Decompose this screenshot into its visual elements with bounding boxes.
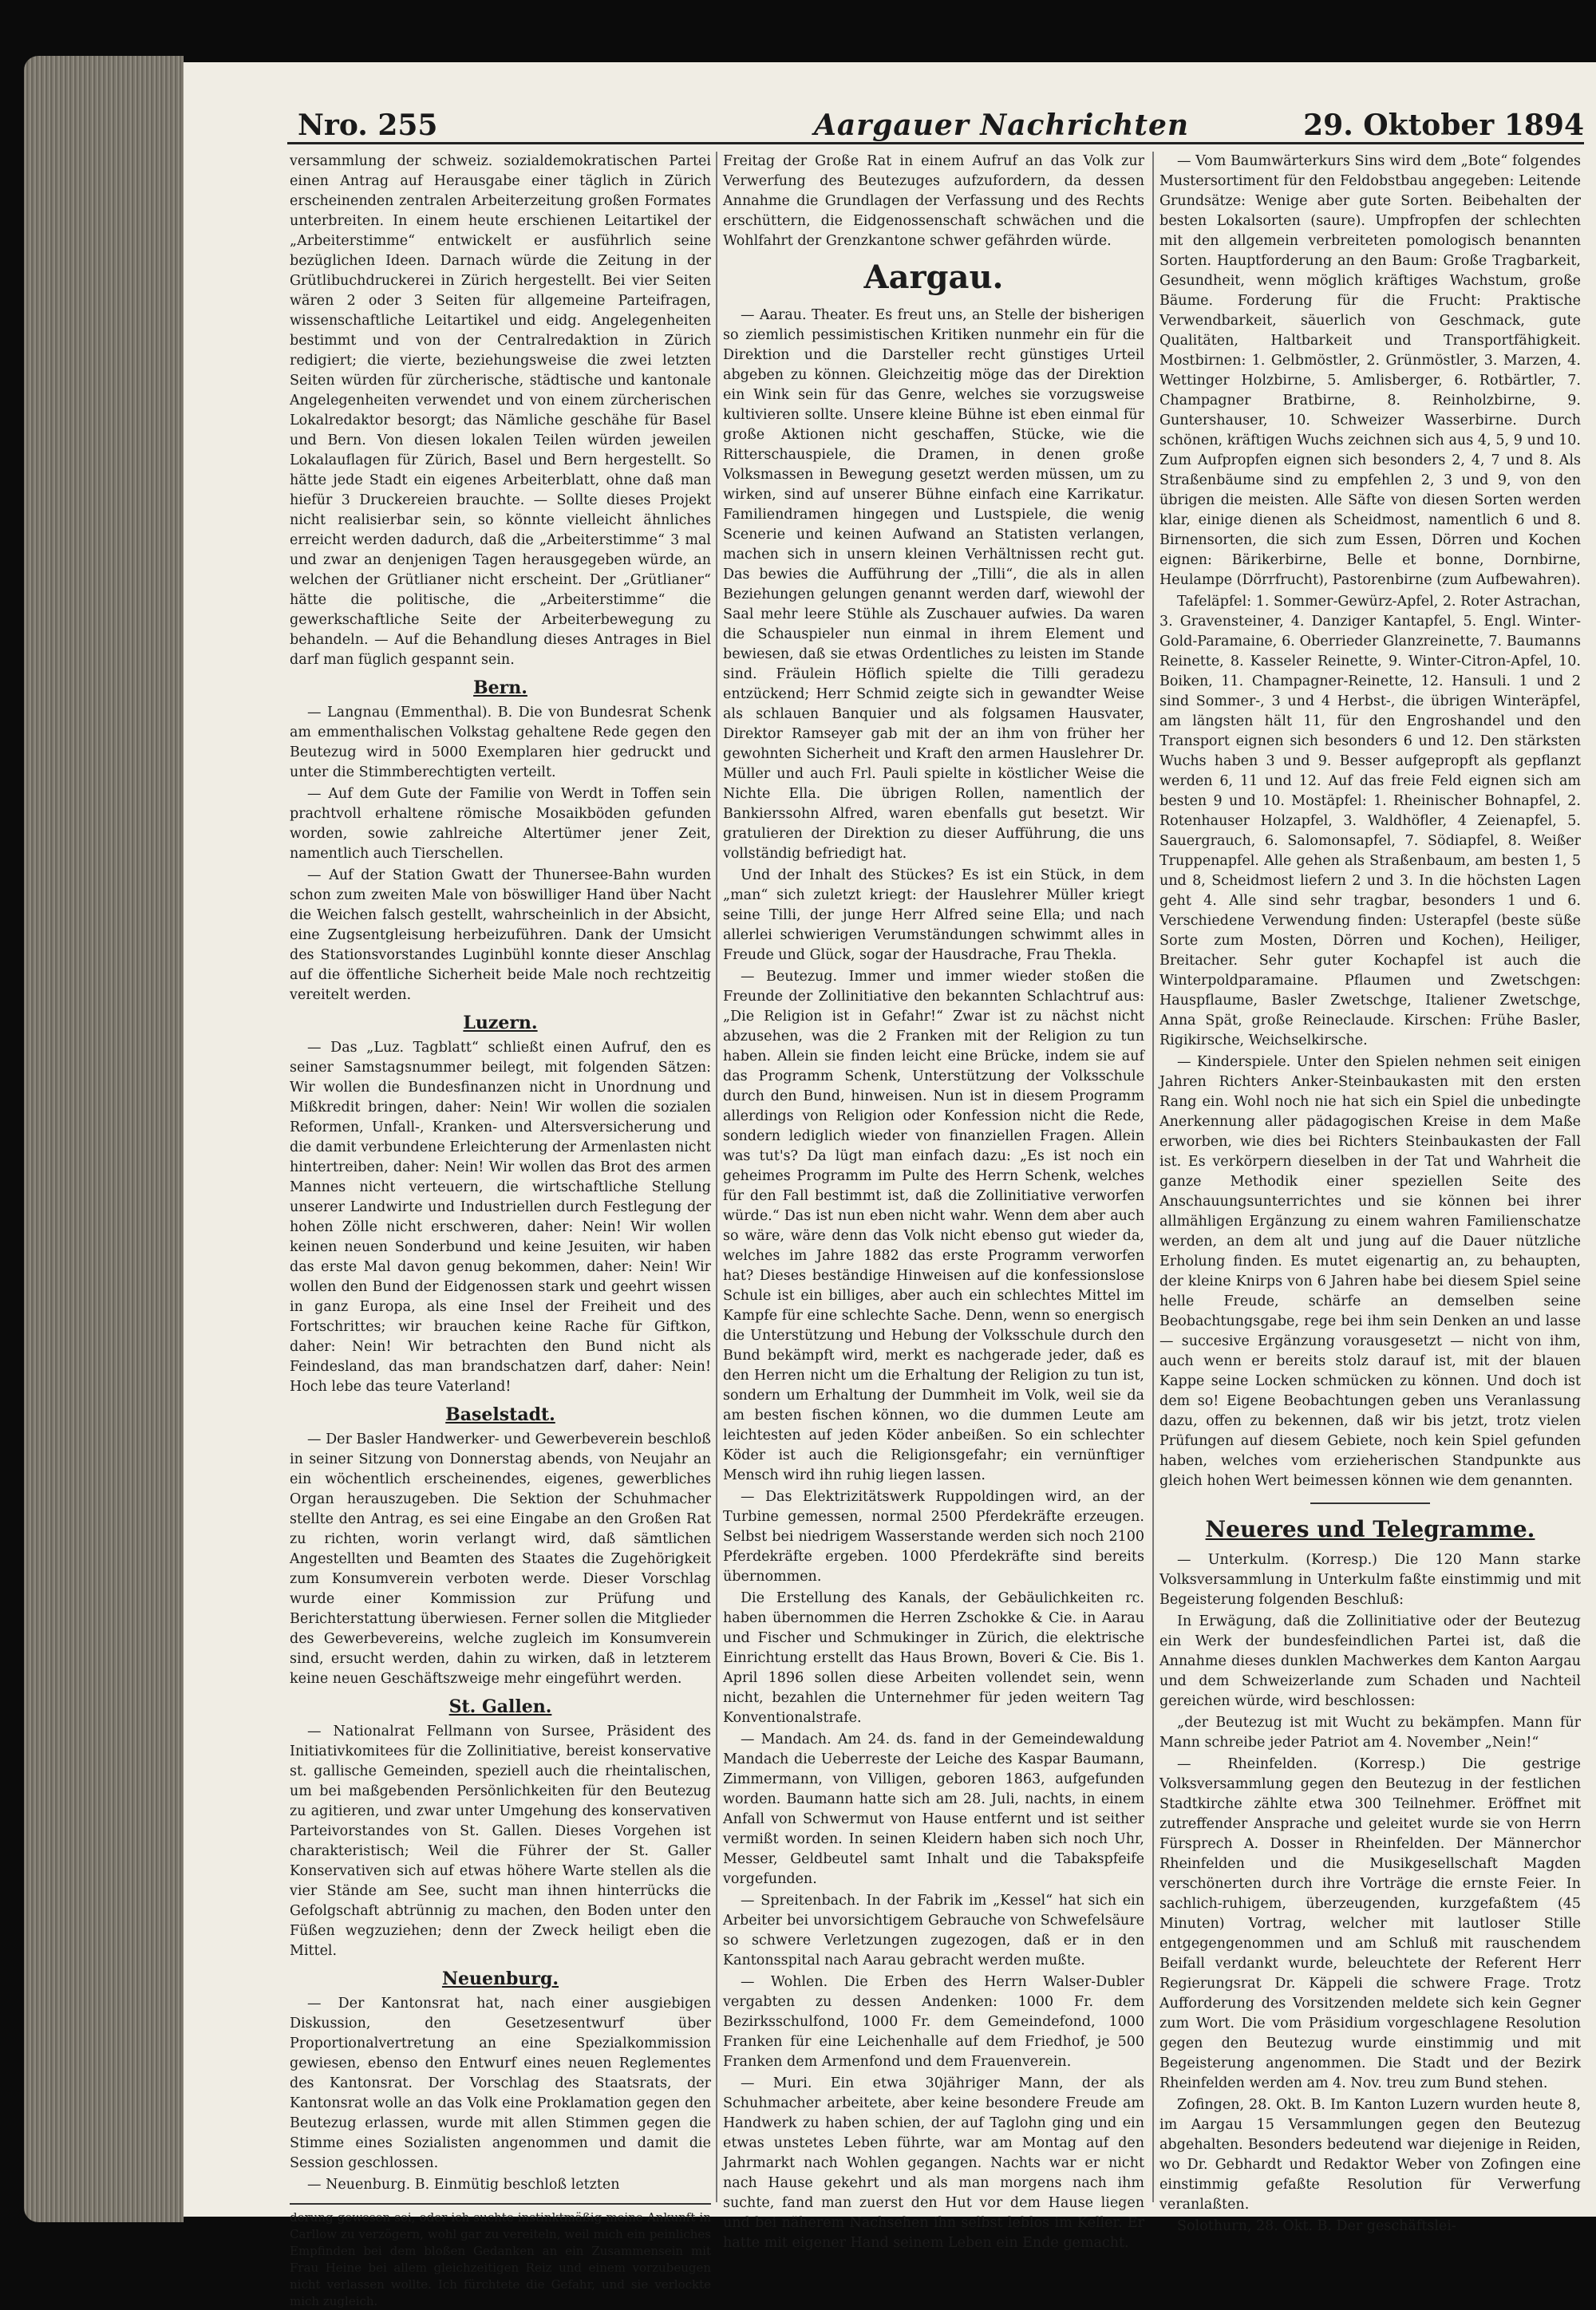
header-rule xyxy=(287,142,1584,144)
column-3 xyxy=(1159,152,1581,2234)
article-text: Zofingen, 28. Okt. B. Im Kanton Luzern wurden heute 8, im Aargau 15 Versammlungen gegen den Beutezug abgehalten. Besonders bedeutend war diejenige in Reiden, wo Dr. Gebhardt und Redaktor Weber von Zofingen eine einstimmig gefaßte Resolution für Verwerfung veranlaßten. xyxy=(1159,2097,1581,2213)
article-text: — Das Elektrizitätswerk Ruppoldingen wird, an der Turbine gemessen, normal 2500 Pferdekräfte erzeugen. Selbst bei niedrigem Wasserstande werden sich noch 2100 Pferdekräfte ergeben. 1000 Pferdekräfte sind bereits übernommen. xyxy=(723,1489,1144,1585)
article-text: — Der Basler Handwerker- und Gewerbeverein beschloß in seiner Sitzung von Donnerstag abends, von Neujahr an ein wöchentlich erscheinendes, eigenes, gewerbliches Organ herauszugeben. Die Sektion der Schuhmacher stellte den Antrag, es sei eine Eingabe an den Großen Rat zu richten, worin verlangt wird, daß sämtlichen Angestellten und Beamten des Staates die Zugehörigkeit zum Konsumverein verboten werde. Dieser Vorschlag wurde einer Kommission zur Prüfung und Berichterstattung überwiesen. Ferner sollen die Mitglieder des Gewerbevereins, welche zugleich im Konsumverein sind, ersucht werden, dahin zu wirken, daß in letzterem keine neuen Geschäftszweige mehr eingeführt werden. xyxy=(290,1431,711,1687)
article-text: — Das „Luz. Tagblatt“ schließt einen Aufruf, den es seiner Samstagsnummer beilegt, mit folgenden Sätzen: Wir wollen die Bundesfinanzen nicht in Unordnung und Mißkredit bringen, daher: Nein! Wir wollen die sozialen Reformen, Unfall-, Kranken- und Altersversicherung und die damit verbundene Erleichterung der Armenlasten nicht hintertreiben, daher: Nein! Wir wollen das Brot des armen Mannes nicht verteuern, die wirtschaftliche Stellung unserer Landwirte und Industriellen durch Festlegung der hohen Zölle nicht erschweren, daher: Nein! Wir wollen keinen neuen Sonderbund und keine Jesuiten, wir haben das erste Mal davon genug bekommen, daher: Nein! Wir wollen den Bund der Eidgenossen stark und geehrt wissen in ganz Europa, als eine Insel der Freiheit und des Fortschrittes; wir brauchen keine Rache für Giftkon, daher: Nein! Wir betrachten den Bund nicht als Feindesland, das man brandschatzen darf, daher: Nein! Hoch lebe das teure Vaterland! xyxy=(290,1040,711,1395)
article-text: — Auf der Station Gwatt der Thunersee-Bahn wurden schon zum zweiten Male von böswilliger Hand über Nacht die Weichen falsch gestellt, wahrscheinlich in der Absicht, eine Zugsentgleisung herbeizuführen. Dank der Umsicht des Stationsvorstandes Luginbühl konnte dieser Anschlag auf die öffentliche Sicherheit beide Male noch rechtzeitig vereitelt werden. xyxy=(290,867,711,1003)
article-text: — Rheinfelden. (Korresp.) Die gestrige Volksversammlung gegen den Beutezug in der festlichen Stadtkirche zählte etwa 300 Teilnehmer. Eröffnet mit zutreffender Ansprache und geleitet wurde sie von Herrn Fürsprech A. Dosser in Rheinfelden. Der Männerchor Rheinfelden und die Musikgesellschaft Magden verschönerten durch ihre Vorträge die ernste Feier. In sachlich-ruhigem, überzeugenden, kurzgefaßtem (45 Minuten) Vortrag, welcher mit lautloser Stille entgegengenommen und am Schluß mit rauschendem Beifall verdankt wurde, beleuchtete der Referent Herr Regierungsrat Dr. Käppeli die schwere Frage. Trotz Aufforderung des Vorsitzenden meldete sich kein Gegner zum Wort. Die vom Präsidium vorgeschlagene Resolution gegen den Beutezug wurde einstimmig und mit Begeisterung angenommen. Die Stadt und der Bezirk Rheinfelden werden am 4. Nov. treu zum Bund stehen. xyxy=(1159,1756,1581,2091)
column-1 xyxy=(290,152,711,2308)
section-rule xyxy=(1310,1502,1430,1504)
article-text: — Langnau (Emmenthal). B. Die von Bundesrat Schenk am emmenthalischen Volkstag gehaltene Rede gegen den Beutezug wird in 5000 Exemplaren hier gedruckt und unter die Stimmberechtigten verteilt. xyxy=(290,705,711,780)
article-text: Solothurn, 28. Okt. B. Der geschäftslei- xyxy=(1177,2218,1456,2234)
section-heading-bern: Bern. xyxy=(473,677,527,698)
newspaper-page xyxy=(184,62,1596,2308)
feuilleton-text: derung gewesen sei, oder ich suchte instinktmäßig meine Ankunft in Carllow zu verzögern, wohl gar zu vereiteln, weil mich ein peinliches Empfinden bei dem bloßen Gedanken an ein Zusammensein mit Frau Heine bei allem gleichzeitigen Reiz und einem vorzubeugen nicht verlassen wollte. Ich fürchtete die Gefahr, und sie verlockte mich zugleich. xyxy=(290,2210,711,2308)
article-text: — Muri. Ein etwa 30jähriger Mann, der als Schuhmacher arbeitete, aber keine besondere Freude am Handwerk zu haben schien, der auf Taglohn ging und ein etwas unstetes Leben führte, war am Montag auf den Jahrmarkt nach Wohlen gegangen. Nachts war er nicht nach Hause gekehrt und als man morgens nach ihm suchte, fand man zuerst den Hut vor dem Hause liegen und bei näherem Nachsehen ihn selbst leblos im Keller. Er hatte mit eigener Hand seinem Leben ein Ende gemacht. xyxy=(723,2075,1144,2251)
article-text: — Spreitenbach. In der Fabrik im „Kessel“ hat sich ein Arbeiter bei unvorsichtigem Gebrauche von Schwefelsäure so schwere Verletzungen zugezogen, daß er in den Kantonsspital nach Aarau gebracht werden mußte. xyxy=(723,1893,1144,1968)
article-text: — Wohlen. Die Erben des Herrn Walser-Dubler vergabten zu dessen Andenken: 1000 Fr. dem Bezirksschulfond, 1000 Fr. dem Gemeindefond, 1000 Franken für eine Leichenhalle auf dem Friedhof, je 500 Franken dem Armenfond und dem Frauenverein. xyxy=(723,1974,1144,2070)
section-heading-luzern: Luzern. xyxy=(463,1013,538,1033)
article-text: Tafeläpfel: 1. Sommer-Gewürz-Apfel, 2. Roter Astrachan, 3. Gravensteiner, 4. Danziger Kantapfel, 5. Engl. Winter-Gold-Paramaine, 6. Oberrieder Glanzreinette, 7. Baumanns Reinette, 8. Kasseler Reinette, 9. Winter-Citron-Apfel, 10. Boiken, 11. Champagner-Reinette, 12. Hansuli. 1 und 2 sind Sommer-, 3 und 4 Herbst-, die übrigen Winteräpfel, am längsten hält 11, für den Engroshandel und den Transport eignen sich besonders 6 und 12. Den stärksten Wuchs haben 3 und 9. Besser aufgepropft als gepflanzt werden 6, 11 und 12. Auf das freie Feld eignen sich am besten 9 und 10. Mostäpfel: 1. Rheinischer Bohnapfel, 2. Rotenhauser Holzapfel, 3. Waldhöfler, 4 Zeienapfel, 5. Sauergrauch, 6. Salomonsapfel, 7. Södiapfel, 8. Weißer Truppenapfel. Alle gehen als Straßenbaum, am besten 1, 5 und 8, Scheidmost liefern 2 und 3. In die höchsten Lagen geht 4. Alle sind sehr tragbar, besonders 1 und 6. Verschiedene Verwendung finden: Usterapfel (beste süße Sorte zum Mosten, Dörren und Kochen), Heiliger, Breitacher. Sehr guter Kochapfel ist auch die Winterpoldparamaine. Pflaumen und Zwetschgen: Hauspflaume, Basler Zwetschge, Italiener Zwetschge, Anna Spät, große Reineclaude. Kirschen: Frühe Basler, Rigikirsche, Weichselkirsche. xyxy=(1159,594,1581,1048)
column-divider xyxy=(716,152,717,2202)
section-heading-aargau: Aargau. xyxy=(863,259,1004,296)
article-text: — Neuenburg. B. Einmütig beschloß letzten xyxy=(307,2177,620,2193)
section-heading-neuenburg: Neuenburg. xyxy=(441,1968,559,1989)
article-text: „der Beutezug ist mit Wucht zu bekämpfen. Mann für Mann schreibe jeder Patriot am 4. November „Nein!“ xyxy=(1159,1715,1581,1751)
article-text: Freitag der Große Rat in einem Aufruf an das Volk zur Verwerfung des Beutezuges aufzufordern, da dessen Annahme die Grundlagen der Verfassung und des Rechts erschüttern, die Eidgenossenschaft schwächen und die Wohlfahrt der Grenzkantone schwer gefährden würde. xyxy=(723,153,1144,249)
column-2 xyxy=(723,152,1144,2251)
section-heading-st-gallen: St. Gallen. xyxy=(448,1696,552,1717)
article-text: Die Erstellung des Kanals, der Gebäulichkeiten rc. haben übernommen die Herren Zschokke & Cie. in Aarau und Fischer und Schmukinger in Zürich, die elektrische Einrichtung erstellt das Haus Brown, Boveri & Cie. Bis 1. April 1896 sollen diese Arbeiten vollendet sein, wenn nicht, bezahlen die Unternehmer für jeden weitern Tag Konventionalstrafe. xyxy=(723,1590,1144,1726)
masthead xyxy=(184,62,1596,150)
issue-date: 29. Oktober 1894 xyxy=(1303,109,1584,142)
issue-number: Nro. 255 xyxy=(298,109,438,142)
article-text: — Nationalrat Fellmann von Sursee, Präsident des Initiativkomitees für die Zollinitiative, bereist konservative st. gallische Gemeinden, speziell auch die rheintalischen, um bei maßgebenden Persönlichkeiten für den Beutezug zu agitieren, und zwar unter Umgehung des konservativen Parteivorstandes von St. Gallen. Dieses Vorgehen ist charakteristisch; Weil die Führer der St. Galler Konservativen sich auf etwas höhere Warte stellen als die vier Stände am See, sucht man ihnen hinterrücks die Gefolgschaft abtrünnig zu machen, den Boden unter den Füßen wegzuziehen; denn der Zweck heiligt eben die Mittel. xyxy=(290,1724,711,1959)
section-heading-telegramme: Neueres und Telegramme. xyxy=(1205,1516,1535,1542)
article-text: — Kinderspiele. Unter den Spielen nehmen seit einigen Jahren Richters Anker-Steinbaukasten mit den ersten Rang ein. Wohl noch nie hat sich ein Spiel die unbedingte Anerkennung aller pädagogischen Kreise in dem Maße erworben, wie dies bei Richters Steinbaukasten der Fall ist. Es verkörpern dieselben in der Tat und Wahrheit die ganze Methodik einer speziellen Seite des Anschauungsunterrichtes und sie können bei ihrer allmähligen Ergänzung zu einem wahren Familienschatze werden, an dem alt und jung auf die Dauer nützliche Erholung finden. Es mutet eigenartig an, zu behaupten, der kleine Knirps von 6 Jahren habe bei diesem Spiel seine helle Freude, schärfe an demselben seine Beobachtungsgabe, rege bei ihm sein Denken an und lasse — succesive Ergänzung vorausgesetzt — nicht von ihm, auch wenn er bereits stolz darauf ist, mit der blauen Kappe seine Locken schmücken zu können. Und doch ist dem so! Eigene Beobachtungen geben uns Veranlassung dazu, offen zu bekennen, daß wir bis jetzt, trotz vielen Prüfungen auf diesem Gebiete, noch kein Spiel gefunden haben, welches vom erzieherischen Standpunkte aus gleich hohen Wert beimessen können wie dem genannten. xyxy=(1159,1054,1581,1489)
article-text: — Mandach. Am 24. ds. fand in der Gemeindewaldung Mandach die Ueberreste der Leiche des Kaspar Baumann, Zimmermann, von Villigen, geboren 1863, aufgefunden worden. Baumann hatte sich am 28. Juli, nachts, in einem Anfall von Schwermut von Hause entfernt und ist seither vermißt worden. In seinen Kleidern haben sich noch Uhr, Messer, Geldbeutel samt Inhalt und die Tabakspfeife vorgefunden. xyxy=(723,1732,1144,1887)
newspaper-title: Aargauer Nachrichten xyxy=(814,109,1190,142)
article-text: — Auf dem Gute der Familie von Werdt in Toffen sein prachtvoll erhaltene römische Mosaikböden gefunden worden, sowie zahlreiche Altertümer jener Zeit, namentlich auch Tierschellen. xyxy=(290,786,711,862)
article-text: — Vom Baumwärterkurs Sins wird dem „Bote“ folgendes Mustersortiment für den Feldobstbau angegeben: Leitende Grundsätze: Wenige aber gute Sorten. Beibehalten der besten Lokalsorten (saure). Umpfropfen der schlechten mit den allgemein verbreiteten pomologisch benannten Sorten. Hauptforderung an den Baum: Große Tragbarkeit, Gesundheit, wenn möglich kräftiges Wachstum, große Bäume. Forderung für die Frucht: Praktische Verwendbarkeit, säuerlich von Geschmack, gute Qualitäten, Haltbarkeit und Transportfähigkeit. Mostbirnen: 1. Gelbmöstler, 2. Grünmöstler, 3. Marzen, 4. Wettinger Holzbirne, 5. Amlisberger, 6. Rotbärtler, 7. Champagner Bratbirne, 8. Reinholzbirne, 9. Guntershauser, 10. Schweizer Wasserbirne. Durch schönen, kräftigen Wuchs zeichnen sich aus 4, 5, 9 und 10. Zum Aufpropfen eignen sich besonders 2, 4, 7 und 8. Als Straßenbäume sind zu empfehlen 2, 3 und 9, von den übrigen die meisten. Alle Säfte von diesen Sorten werden klar, einige dienen als Scheidmost, namentlich 6 und 8. Birnensorten, die sich zum Essen, Dörren und Kochen eignen: Bärikerbirne, Belle et bonne, Dornbirne, Heulampe (Dörrfrucht), Pastorenbirne (zum Aufbewahren). xyxy=(1159,153,1581,588)
article-text: — Unterkulm. (Korresp.) Die 120 Mann starke Volksversammlung in Unterkulm faßte einstimmig und mit Begeisterung folgenden Beschluß: xyxy=(1159,1552,1581,1608)
section-heading-basel: Baselstadt. xyxy=(445,1404,555,1425)
column-divider xyxy=(1152,152,1154,2202)
article-text: In Erwägung, daß die Zollinitiative oder der Beutezug ein Werk der bundesfeindlichen Partei ist, daß die Annahme dieses dunklen Machwerkes dem Kanton Aargau und dem Schweizerlande zum Schaden und Nachteil gereichen würde, wird beschlossen: xyxy=(1159,1613,1581,1709)
article-text: — Der Kantonsrat hat, nach einer ausgiebigen Diskussion, den Gesetzesentwurf über Proportionalvertretung an eine Spezialkommission gewiesen, ebenso den Entwurf eines neuen Reglementes des Kantonsrat. Der Vorschlag des Staatsrats, der Kantonsrat wolle an das Volk eine Proklamation gegen den Beutezug erlassen, wurde mit allen Stimmen gegen die Stimme eines Sozialisten angenommen und damit die Session geschlossen. xyxy=(290,1996,711,2171)
article-text: Und der Inhalt des Stückes? Es ist ein Stück, in dem „man“ sich zuletzt kriegt: der Hauslehrer Müller kriegt seine Tilli, der junge Herr Alfred seine Ella; und nach allerlei schwierigen Verumständungen schwimmt alles in Freude und Glück, sogar der Hausdrache, Frau Thekla. xyxy=(723,867,1144,963)
book-edge xyxy=(24,56,184,2222)
article-text: — Beutezug. Immer und immer wieder stoßen die Freunde der Zollinitiative den bekannten Schlachtruf aus: „Die Religion ist in Gefahr!“ Zwar ist zu nächst nicht abzusehen, was die 2 Franken mit der Religion zu tun haben. Allein sie finden leicht eine Brücke, indem sie auf das Programm Schenk, Unterstützung der Volksschule durch den Bund, hinweisen. Nun ist in diesem Programm allerdings von Religion oder Konfession nicht die Rede, sondern lediglich wieder von finanziellen Fragen. Allein was tut's? Da lügt man einfach dazu: „Es ist noch ein geheimes Programm im Pulte des Herrn Schenk, welches für den Fall bestimmt ist, daß die Zollinitiative verworfen würde.“ Das ist nun eben nicht wahr. Wenn dem aber auch so wäre, wäre denn das Volk nicht ebenso gut wieder da, welches im Jahre 1882 das erste Programm verworfen hat? Dieses beständige Hinweisen auf die konfessionslose Schule ist ein billiges, aber auch ein schlechtes Mittel im Kampfe für eine schlechte Sache. Denn, wenn so energisch die Unterstützung und Hebung der Volksschule durch den Bund bekämpft wird, merkt es nachgerade jeder, daß es den Herren nicht um die Erhaltung der Religion zu tun ist, sondern um Erhaltung der Dummheit im Volk, weil sie da am besten fischen können, wo die dummen Leute am leichtesten auf jeden Köder anbeißen. So ein schlechter Köder ist auch die Religionsgefahr; ein vernünftiger Mensch wird ihn ruhig liegen lassen. xyxy=(723,969,1144,1483)
article-text: versammlung der schweiz. sozialdemokratischen Partei einen Antrag auf Herausgabe einer täglich in Zürich erscheinenden zentralen Arbeiterzeitung großen Formates unterbreiten. In einem heute erschienen Leitartikel der „Arbeiterstimme“ entwickelt er ausführlich seine bezüglichen Ideen. Darnach würde die Zeitung in der Grütlibuchdruckerei in Zürich hergestellt. Bei vier Seiten wären 2 oder 3 Seiten für allgemeine Parteifragen, wissenschaftliche Leitartikel und eidg. Angelegenheiten bestimmt und von der Centralredaktion in Zürich redigiert; die vierte, beziehungsweise die zwei letzten Seiten würden für zürcherische, städtische und kantonale Angelegenheiten verwendet und von einem zürcherischen Lokalredaktor besorgt; das Nämliche geschähe für Basel und Bern. Von diesen lokalen Teilen würden jeweilen Lokalauflagen für Zürich, Basel und Bern hergestellt. So hätte jede Stadt ein eigenes Arbeiterblatt, ohne daß man hiefür 3 Druckereien brauchte. — Sollte dieses Projekt nicht realisierbar sein, so könnte vielleicht ähnliches erreicht werden dadurch, daß die „Arbeiterstimme“ 3 mal und zwar an denjenigen Tagen herausgegeben würde, an welchen der Grütlianer nicht erscheint. Der „Grütlianer“ hätte die politische, die „Arbeiterstimme“ die gewerkschaftliche Seite der Arbeiterbewegung zu behandeln. — Auf die Behandlung dieses Antrages in Biel darf man füglich gespannt sein. xyxy=(290,153,711,668)
feuilleton-footer xyxy=(290,2203,711,2310)
article-text: — Aarau. Theater. Es freut uns, an Stelle der bisherigen so ziemlich pessimistischen Kritiken nunmehr ein für die Direktion und die Darsteller recht günstiges Urteil abgeben zu können. Gleichzeitig möge das der Direktion ein Wink sein für das Genre, welches sie vorzugsweise kultivieren sollte. Unsere kleine Bühne ist eben einmal für große Aktionen nicht geschaffen, Stücke, wie die Ritterschauspiele, die Dramen, in denen große Volksmassen in Bewegung gesetzt werden müssen, um zu wirken, sind auf unserer Bühne einfach eine Karrikatur. Familiendramen hingegen und Lustspiele, die wenig Scenerie und keinen Aufwand an Statisten verlangen, machen sich in unsern kleinen Verhältnissen recht gut. Das bewies die Aufführung der „Tilli“, die als in allen Beziehungen gelungen genannt werden darf, wiewohl der Saal mehr leere Stühle als Zuschauer aufwies. Da waren die Schauspieler nun einmal in ihrem Element und bewiesen, daß sie etwas Ordentliches zu leisten im Stande sind. Fräulein Höflich spielte die Tilli geradezu entzückend; Herr Schmid zeigte sich in gewandter Weise als schlauen Banquier und als folgsamen Hausvater, Direktor Ramseyer gab mit der an ihm von früher her gewohnten Sicherheit und Kraft den armen Hauslehrer Dr. Müller und auch Frl. Pauli spielte in köstlicher Weise die Nichte Ella. Die übrigen Rollen, namentlich der Bankierssohn Alfred, waren ebenfalls gut besetzt. Wir gratulieren der Direktion zu dieser Aufführung, die uns vollständig befriedigt hat. xyxy=(723,307,1144,862)
